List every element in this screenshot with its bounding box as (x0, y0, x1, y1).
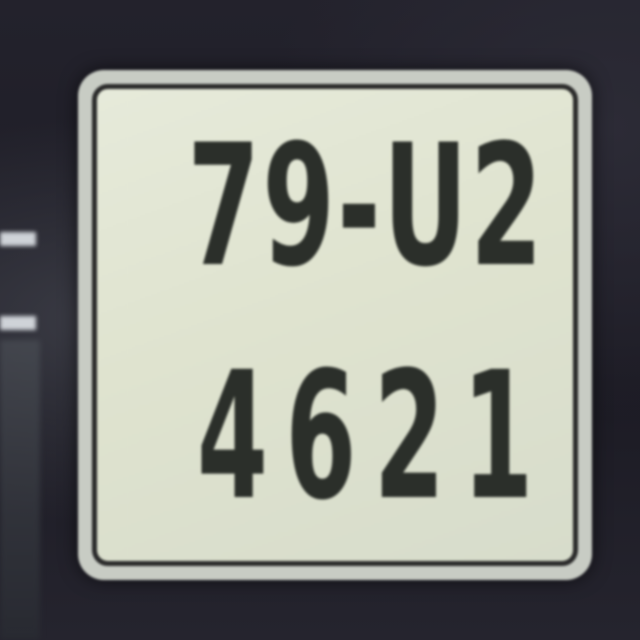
background-reflector-top (0, 232, 36, 246)
plate-line-1: 79-U2 (187, 108, 546, 304)
background-post (0, 340, 40, 640)
license-plate-face (92, 84, 578, 566)
background-reflector-bottom (0, 316, 36, 330)
plate-line-2: 4621 (196, 334, 551, 539)
license-plate (78, 70, 592, 580)
